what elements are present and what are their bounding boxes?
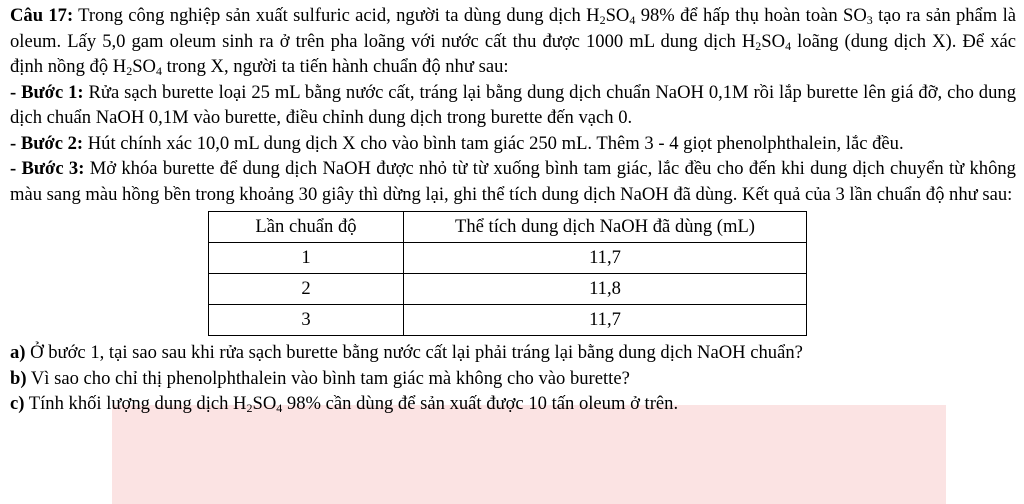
- question-text: Tính khối lượng dung dịch H: [24, 393, 247, 414]
- intro-text: trong X, người ta tiến hành chuẩn độ như sau:: [162, 56, 509, 77]
- subscript: 4: [629, 13, 636, 27]
- table-cell: 2: [209, 274, 404, 305]
- intro-text: tạo ra sản phẩm là oleum. Lấy 5,0 gam oleum sinh ra ở trên pha loãng với nước cất thu được 1000 mL dung dịch H: [10, 5, 1017, 52]
- intro-text: loãng (dung dịch X). Để xác định nồng độ H: [10, 30, 1016, 77]
- question-c: [10, 391, 1016, 417]
- question-b: [10, 366, 1016, 392]
- step-label: - Bước 2:: [10, 132, 84, 154]
- question-label: c): [10, 393, 25, 414]
- subscript: 2: [246, 401, 253, 415]
- question-text: 98% cần dùng để sản xuất được 10 tấn oleum ở trên.: [282, 393, 679, 414]
- table-cell: 1: [209, 243, 404, 274]
- titration-results-table: [208, 211, 807, 336]
- intro-text: Trong công nghiệp sản xuất sulfuric acid, người ta dùng dung dịch H: [73, 5, 600, 26]
- subscript: 2: [755, 38, 762, 53]
- subscript: 2: [599, 13, 606, 27]
- subscript: 4: [276, 401, 283, 415]
- table-cell: 11,8: [404, 274, 807, 305]
- intro-text: SO: [132, 56, 156, 77]
- step-text: Rửa sạch burette loại 25 mL bằng nước cất, tráng lại bằng dung dịch chuẩn NaOH 0,1M rồi lắp burette lên giá đỡ, cho dung dịch chuẩn NaOH 0,1M vào burette, điều chỉnh dung dịch trong burette đến vạch 0.: [10, 81, 1016, 128]
- problem-intro: [10, 3, 1016, 80]
- step-3: [10, 156, 1016, 207]
- question-label: b): [10, 367, 27, 389]
- table-header-cell: Lần chuẩn độ: [209, 212, 404, 243]
- step-1: [10, 80, 1016, 131]
- table-cell: 11,7: [404, 243, 807, 274]
- question-label: a): [10, 342, 26, 363]
- table-cell: 3: [209, 305, 404, 336]
- step-label: - Bước 3:: [10, 158, 85, 179]
- table-row: [209, 243, 807, 274]
- question-text: SO: [252, 393, 277, 414]
- step-text: Hút chính xác 10,0 mL dung dịch X cho vào bình tam giác 250 mL. Thêm 3 - 4 giọt phenolphthalein, lắc đều.: [83, 132, 904, 154]
- subscript: 4: [156, 64, 162, 78]
- question-text: Ở bước 1, tại sao sau khi rửa sạch burette bằng nước cất lại phải tráng lại bằng dung dịch NaOH chuẩn?: [25, 342, 803, 363]
- step-2: [10, 131, 1016, 157]
- table-header-cell: Thể tích dung dịch NaOH đã dùng (mL): [404, 212, 807, 243]
- question-text: Vì sao cho chỉ thị phenolphthalein vào bình tam giác mà không cho vào burette?: [26, 367, 630, 389]
- question-a: [10, 340, 1016, 366]
- subscript: 4: [785, 38, 792, 53]
- problem-number: Câu 17:: [10, 5, 74, 26]
- table-row: [209, 305, 807, 336]
- table-cell: 11,7: [404, 305, 807, 336]
- intro-text: SO: [761, 30, 786, 52]
- intro-text: SO: [605, 5, 630, 26]
- intro-text: 98% để hấp thụ hoàn toàn SO: [635, 5, 867, 26]
- subscript: 2: [126, 64, 133, 78]
- highlight-band: [112, 405, 946, 504]
- table-header-row: [209, 212, 807, 243]
- subscript: 3: [866, 13, 873, 27]
- step-text: Mở khóa burette để dung dịch NaOH được nhỏ từ từ xuống bình tam giác, lắc đều cho đến khi dung dịch chuyển từ không màu sang màu hồng bền trong khoảng 30 giây thì dừng lại, ghi thể tích dung dịch NaOH đã dùng. Kết quả của 3 lần chuẩn độ như sau:: [10, 158, 1016, 205]
- problem-document: [10, 3, 1016, 417]
- table-row: [209, 274, 807, 305]
- step-label: - Bước 1:: [10, 81, 84, 103]
